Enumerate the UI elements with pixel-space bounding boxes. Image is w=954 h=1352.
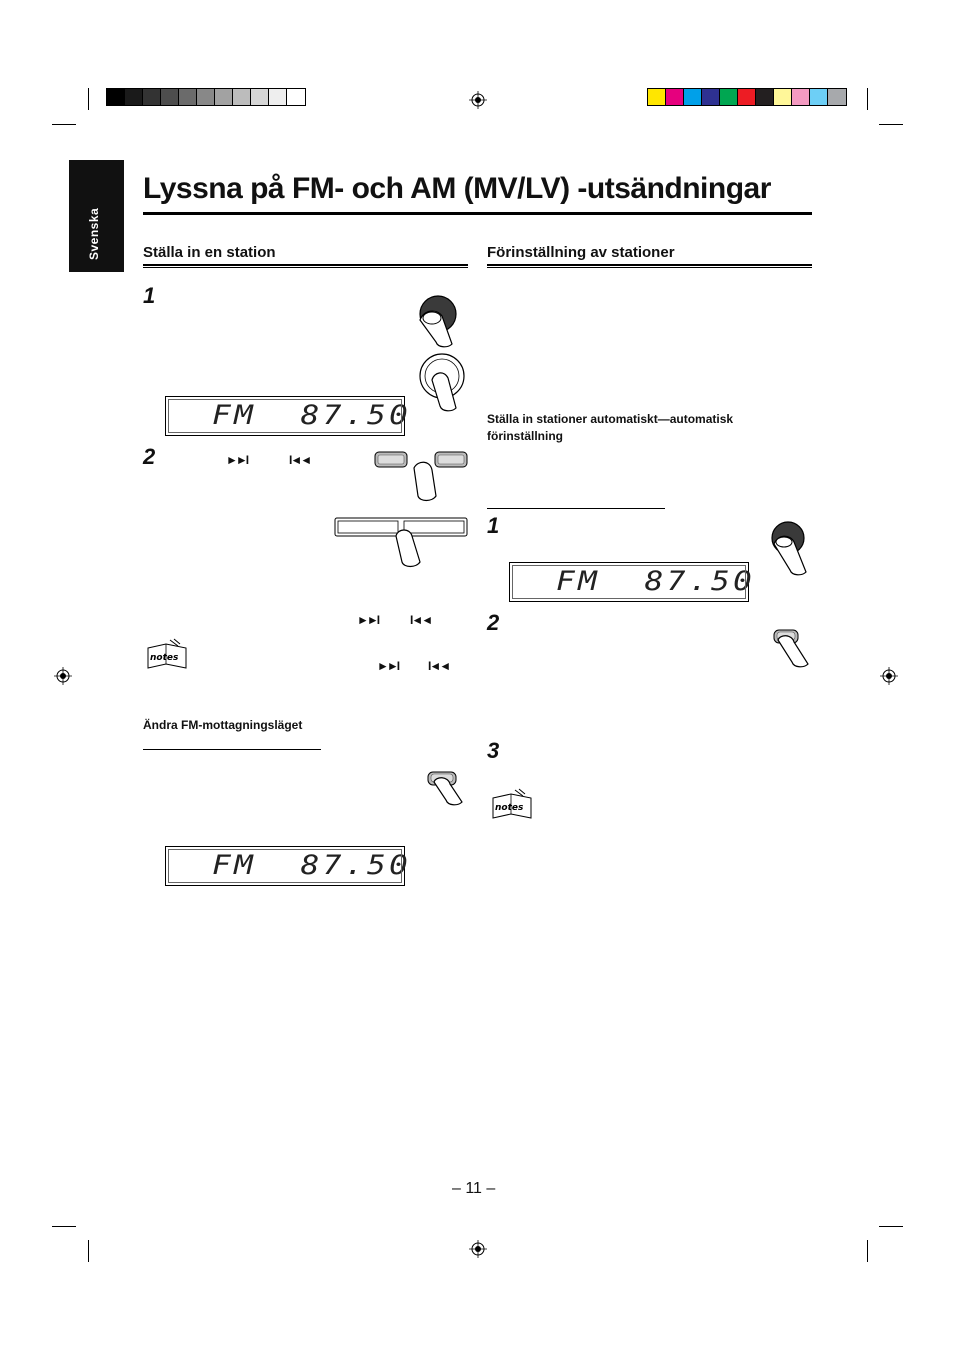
underline-rule bbox=[487, 508, 665, 509]
lcd-frequency-text: FM 87.50 bbox=[212, 400, 412, 431]
lcd-display bbox=[509, 562, 756, 602]
language-tab-label: Svenska bbox=[87, 207, 101, 260]
grayscale-calibration-bar bbox=[106, 88, 306, 106]
color-swatch bbox=[269, 89, 287, 105]
color-swatch bbox=[648, 89, 666, 105]
crop-mark bbox=[867, 1240, 868, 1262]
section-heading-tune-station: Ställa in en station bbox=[143, 244, 276, 261]
step-number: 2 bbox=[487, 610, 500, 635]
color-swatch bbox=[107, 89, 125, 105]
color-swatch bbox=[828, 89, 846, 105]
svg-text:notes: notes bbox=[150, 653, 179, 663]
registration-mark-icon bbox=[54, 667, 72, 685]
source-button-press-icon bbox=[408, 292, 468, 350]
section-rule bbox=[487, 264, 812, 268]
color-swatch bbox=[233, 89, 251, 105]
page-number: – 11 – bbox=[452, 1180, 496, 1197]
forward-skip-symbol: ►►I bbox=[357, 613, 379, 627]
fm-mode-button-press-icon bbox=[424, 770, 470, 806]
color-swatch bbox=[125, 89, 143, 105]
crop-mark bbox=[52, 1226, 76, 1227]
page-title: Lyssna på FM- och AM (MV/LV) -utsändningar bbox=[143, 172, 771, 205]
notes-icon bbox=[144, 638, 190, 672]
forward-skip-symbol: ►►I bbox=[377, 659, 399, 673]
lcd-display bbox=[165, 396, 412, 436]
registration-mark-icon bbox=[469, 1240, 487, 1258]
color-swatch bbox=[684, 89, 702, 105]
color-swatch bbox=[702, 89, 720, 105]
skip-buttons-press-icon bbox=[374, 450, 470, 502]
color-swatch bbox=[215, 89, 233, 105]
step-number: 1 bbox=[143, 283, 156, 308]
subheading-auto-preset-line2: förinställning bbox=[487, 429, 563, 443]
crop-mark bbox=[879, 1226, 903, 1227]
section-rule bbox=[143, 264, 468, 268]
subheading-fm-mode: Ändra FM-mottagningsläget bbox=[143, 718, 303, 732]
color-swatch bbox=[143, 89, 161, 105]
color-swatch bbox=[197, 89, 215, 105]
color-swatch bbox=[810, 89, 828, 105]
notes-icon bbox=[489, 788, 535, 822]
forward-skip-symbol: ►►I bbox=[226, 453, 248, 467]
crop-mark bbox=[867, 88, 868, 110]
color-swatch bbox=[792, 89, 810, 105]
step-number: 3 bbox=[487, 738, 500, 763]
crop-mark bbox=[879, 124, 903, 125]
color-swatch bbox=[161, 89, 179, 105]
lcd-frequency-text: FM 87.50 bbox=[556, 566, 756, 597]
color-swatch bbox=[774, 89, 792, 105]
color-swatch bbox=[738, 89, 756, 105]
tuning-dial-icon bbox=[414, 350, 470, 412]
color-swatch bbox=[251, 89, 269, 105]
crop-mark bbox=[52, 124, 76, 125]
lcd-display bbox=[165, 846, 412, 886]
lcd-frequency-text: FM 87.50 bbox=[212, 850, 412, 881]
underline-rule bbox=[143, 749, 321, 750]
back-skip-symbol: I◄◄ bbox=[428, 659, 450, 673]
preset-button-press-icon bbox=[770, 628, 816, 670]
crop-mark bbox=[88, 88, 89, 110]
step-number: 2 bbox=[143, 444, 156, 469]
crop-mark bbox=[88, 1240, 89, 1262]
section-heading-presets: Förinställning av stationer bbox=[487, 244, 675, 261]
registration-mark-icon bbox=[469, 91, 487, 109]
color-swatch bbox=[720, 89, 738, 105]
step-number: 1 bbox=[487, 513, 500, 538]
source-button-press-icon bbox=[768, 520, 814, 578]
registration-mark-icon bbox=[880, 667, 898, 685]
color-swatch bbox=[666, 89, 684, 105]
subheading-auto-preset-line1: Ställa in stationer automatiskt—automatisk bbox=[487, 412, 734, 426]
color-swatch bbox=[756, 89, 774, 105]
back-skip-symbol: I◄◄ bbox=[289, 453, 311, 467]
color-calibration-bar bbox=[647, 88, 847, 106]
back-skip-symbol: I◄◄ bbox=[410, 613, 432, 627]
language-tab bbox=[69, 160, 124, 272]
color-swatch bbox=[287, 89, 305, 105]
svg-text:notes: notes bbox=[495, 803, 524, 813]
title-rule bbox=[143, 212, 812, 215]
color-swatch bbox=[179, 89, 197, 105]
tuning-rocker-press-icon bbox=[334, 514, 470, 568]
